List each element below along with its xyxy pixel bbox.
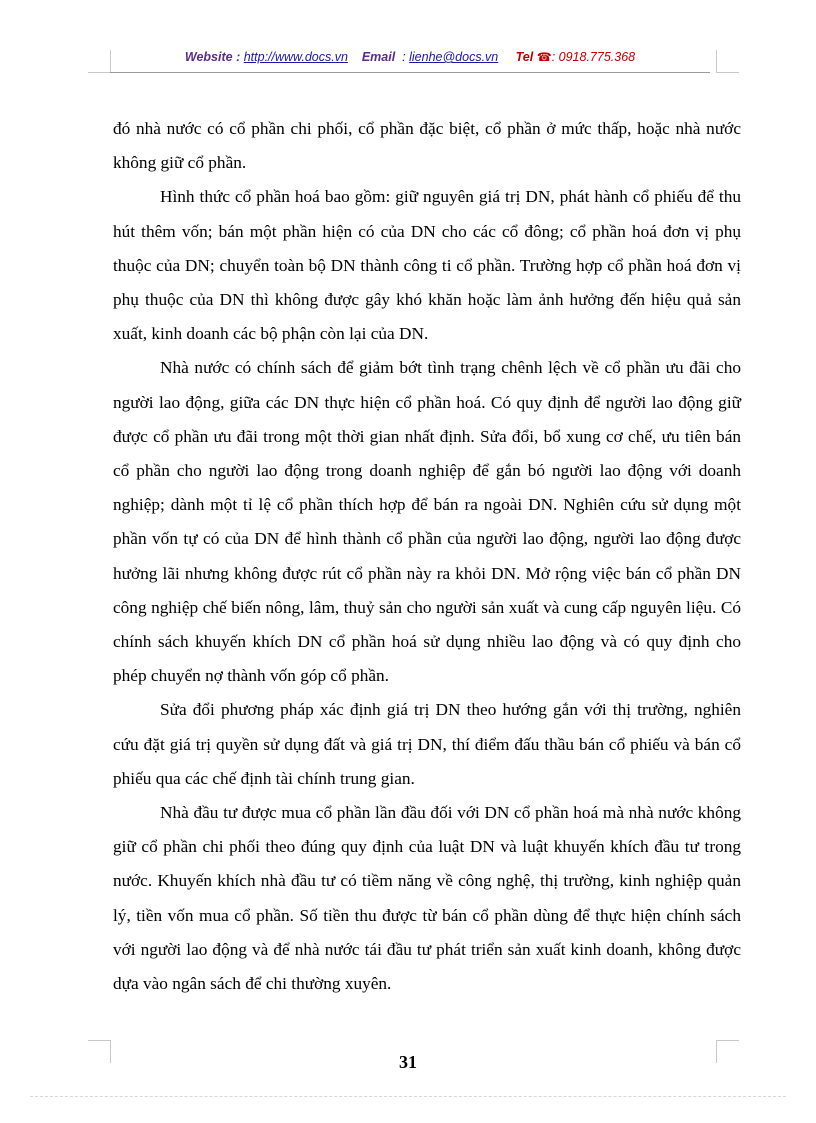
- email-separator: :: [402, 50, 406, 64]
- tel-value: : 0918.775.368: [551, 50, 636, 64]
- paragraph: đó nhà nước có cổ phần chi phối, cổ phần đặc biệt, cổ phần ở mức thấp, hoặc nhà nước không giữ cổ phần.: [113, 119, 741, 173]
- footer-divider: [30, 1096, 786, 1097]
- document-body: [113, 112, 741, 1001]
- page-number: 31: [399, 1052, 417, 1072]
- email-label: Email: [361, 50, 396, 64]
- phone-icon: ☎: [536, 50, 552, 64]
- crop-mark-top-left: [88, 50, 111, 73]
- website-link[interactable]: http://www.docs.vn: [243, 50, 348, 64]
- paragraph: Nhà nước có chính sách để giảm bớt tình trạng chênh lệch về cổ phần ưu đãi cho người lao động, giữa các DN thực hiện cổ phần hoá. Có quy định để người lao động giữ được cổ phần ưu đãi trong một thời gian nhất định. Sửa đổi, bổ xung cơ chế, ưu tiên bán cổ phần cho người lao động trong doanh nghiệp để gắn bó người lao động với doanh nghiệp; dành một tỉ lệ cổ phần thích hợp để bán ra ngoài DN. Nghiên cứu sử dụng một phần vốn tự có của DN để hình thành cổ phần của người lao động, người lao động được hưởng lãi nhưng không được rút cổ phần này ra khỏi DN. Mở rộng việc bán cổ phần DN công nghiệp chế biến nông, lâm, thuỷ sản cho người sản xuất và cung cấp nguyên liệu. Có chính sách khuyến khích DN cổ phần hoá sử dụng nhiều lao động và có quy định cho phép chuyển nợ thành vốn góp cổ phần.: [113, 358, 741, 686]
- tel-label: Tel: [515, 50, 534, 64]
- crop-mark-top-right: [716, 50, 739, 73]
- paragraph: Hình thức cổ phần hoá bao gồm: giữ nguyên giá trị DN, phát hành cổ phiếu để thu hút thêm vốn; bán một phần hiện có của DN cho các cổ đông; cổ phần hoá đơn vị phụ thuộc của DN; chuyển toàn bộ DN thành công ti cổ phần. Trường hợp cổ phần hoá đơn vị phụ thuộc của DN thì không được gây khó khăn hoặc làm ảnh hưởng đến hiệu quả sản xuất, kinh doanh các bộ phận còn lại của DN.: [113, 187, 741, 344]
- paragraph: Nhà đầu tư được mua cổ phần lần đầu đối với DN cổ phần hoá mà nhà nước không giữ cổ phần chi phối theo đúng quy định của luật DN và luật khuyến khích đầu tư trong nước. Khuyến khích nhà đầu tư có tiềm năng về công nghệ, thị trường, kinh nghiệp quản lý, tiền vốn mua cổ phần. Số tiền thu được từ bán cổ phần dùng để thực hiện chính sách với người lao động và để nhà nước tái đầu tư phát triển sản xuất kinh doanh, không được dựa vào ngân sách để chi thường xuyên.: [113, 803, 741, 994]
- header-divider: [110, 72, 710, 73]
- email-link[interactable]: lienhe@docs.vn: [409, 50, 499, 64]
- paragraph: Sửa đổi phương pháp xác định giá trị DN theo hướng gắn với thị trường, nghiên cứu đặt giá trị quyền sử dụng đất và giá trị DN, thí điểm đấu thầu bán cổ phiếu và bán cổ phiếu qua các chế định tài chính trung gian.: [113, 700, 741, 788]
- website-label: Website :: [184, 50, 241, 64]
- page-header: [110, 50, 710, 64]
